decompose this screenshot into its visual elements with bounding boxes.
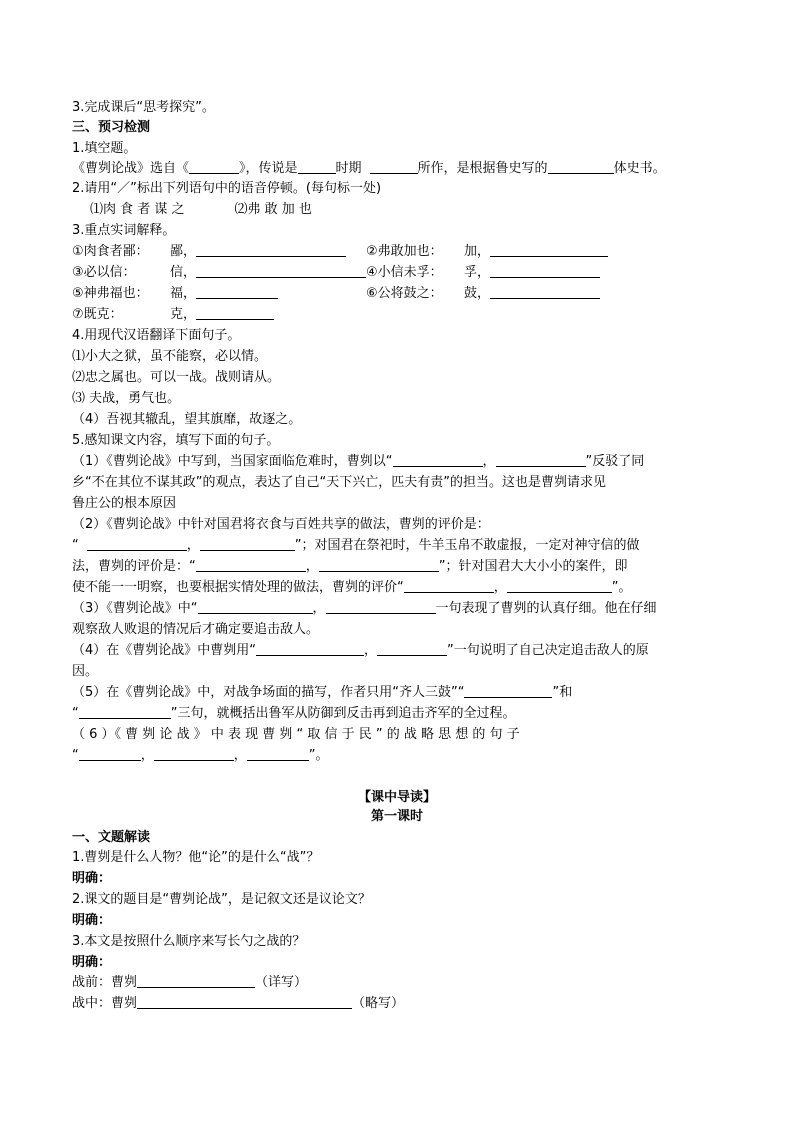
blank[interactable] [189, 160, 239, 174]
blank[interactable] [196, 558, 306, 572]
blank[interactable] [137, 974, 255, 988]
question-1-line: 《曹刿论战》选自《 》，传说是 时期 所作，是根据鲁史写的 体史书。 [72, 161, 666, 176]
blank[interactable] [137, 995, 352, 1009]
fill-5-2-cont: 法，曹刿的评价是：“ ， ”；针对国君大大小小的案件，即 [72, 559, 628, 574]
blank[interactable] [507, 579, 612, 593]
blank[interactable] [154, 747, 234, 761]
fill-5-1-cont: 鲁庄公的根本原因 [72, 496, 177, 511]
word-row: ⑦既克： 克， [72, 306, 274, 324]
blank[interactable] [496, 453, 586, 467]
translate-item: ⑵忠之属也。可以一战。战则请从。 [72, 370, 281, 385]
blank[interactable] [196, 243, 346, 257]
section-title-in-class-guide: 【课中导读】 [357, 790, 436, 805]
blank[interactable] [79, 747, 141, 761]
blank[interactable] [196, 285, 278, 299]
blank[interactable] [490, 243, 608, 257]
fill-5-2: （2）《曹刿论战》中针对国君将衣食与百姓共享的做法，曹刿的评价是： [72, 517, 490, 532]
translate-item: ⑶ 夫战，勇气也。 [72, 391, 181, 406]
blank[interactable] [247, 747, 309, 761]
blank[interactable] [490, 285, 600, 299]
blank[interactable] [200, 537, 295, 551]
answer-label: 明确： [72, 955, 112, 970]
fill-5-3: （3）《曹刿论战》中“ ， 一句表现了曹刿的认真仔细。他在仔细 [72, 601, 657, 616]
question-2-items: ⑴肉 食 者 谋 之 ⑵弗 敢 加 也 [90, 202, 312, 217]
fill-5-5-cont: “ ”三句，就概括出鲁军从防御到反击再到追击齐军的全过程。 [72, 706, 516, 721]
blank[interactable] [326, 600, 436, 614]
blank[interactable] [490, 264, 600, 278]
fill-5-4: （4）在《曹刿论战》中曹刿用“ ， ”一句说明了自己决定追击敌人的原 [72, 643, 649, 658]
fill-5-5: （5）在《曹刿论战》中，对战争场面的描写，作者只用“齐人三鼓”“ ”和 [72, 685, 573, 700]
guide-question: 2.课文的题目是“曹刿论战”，是记叙文还是议论文？ [72, 892, 371, 907]
fill-5-3-cont: 观察敌人败退的情况后才确定要追击敌人。 [72, 622, 320, 637]
blank[interactable] [196, 264, 366, 278]
section-heading-title-analysis: 一、文题解读 [72, 830, 151, 845]
question-1: 1.填空题。 [72, 141, 137, 156]
step-3: 3.完成课后“思考探究”。 [72, 100, 215, 115]
fill-5-1-cont: 乡“不在其位不谋其政”的观点，表达了自己“天下兴亡，匹夫有责”的担当。这也是曹刿请求见 [72, 475, 606, 490]
fill-5-2-cont: “ ， ”；对国君在祭祀时，牛羊玉帛不敢虚报，一定对神守信的做 [72, 538, 640, 553]
fill-5-6-cont: “ ， ， ”。 [72, 748, 329, 763]
blank[interactable] [393, 453, 483, 467]
blank[interactable] [79, 705, 171, 719]
blank[interactable] [198, 600, 313, 614]
blank[interactable] [298, 160, 336, 174]
section-heading-preview-check: 三、预习检测 [72, 120, 151, 135]
question-3: 3.重点实词解释。 [72, 223, 176, 238]
word-row: ①肉食者鄙： 鄙， ②弗敢加也： 加， [72, 243, 608, 261]
fill-5-4-cont: 因。 [72, 664, 99, 679]
fill-5-2-cont: 使不能一一明察，也要根据实情处理的做法，曹刿的评价“ ， ”。 [72, 580, 632, 595]
blank[interactable] [548, 160, 614, 174]
blank[interactable] [370, 160, 418, 174]
lesson-subtitle: 第一课时 [370, 809, 423, 824]
question-5: 5.感知课文内容，填写下面的句子。 [72, 433, 280, 448]
battle-phase-before: 战前：曹刿 （详写） [72, 975, 308, 990]
question-4: 4.用现代汉语翻译下面句子。 [72, 328, 241, 343]
blank[interactable] [196, 306, 274, 320]
word-row: ⑤神弗福也： 福， ⑥公将鼓之： 鼓， [72, 285, 600, 303]
fill-5-6: （ 6 ）《 曹 刿 论 战 》 中 表 现 曹 刿 “ 取 信 于 民 ” 的 战 略 思 想 的 句 子 [72, 727, 520, 742]
blank[interactable] [404, 579, 494, 593]
word-row: ③必以信： 信， ④小信未孚： 孚， [72, 264, 600, 282]
guide-question: 3.本文是按照什么顺序来写长勺之战的？ [72, 934, 306, 949]
blank[interactable] [377, 642, 447, 656]
fill-5-1: （1）《曹刿论战》中写到，当国家面临危难时，曹刿以“ ， ”反驳了同 [72, 454, 645, 469]
translate-item: ⑴小大之狱，虽不能察，必以情。 [72, 349, 268, 364]
answer-label: 明确： [72, 913, 112, 928]
battle-phase-during: 战中：曹刿 （略写） [72, 996, 405, 1011]
blank[interactable] [464, 684, 552, 698]
question-2: 2.请用“／”标出下列语句中的语音停顿。(每句标一处) [72, 181, 382, 196]
blank[interactable] [319, 558, 439, 572]
translate-item: （4）吾视其辙乱，望其旗靡，故逐之。 [72, 412, 302, 427]
guide-question: 1.曹刿是什么人物？他“论”的是什么“战”？ [72, 850, 320, 865]
blank[interactable] [87, 537, 187, 551]
blank[interactable] [256, 642, 364, 656]
answer-label: 明确： [72, 871, 112, 886]
